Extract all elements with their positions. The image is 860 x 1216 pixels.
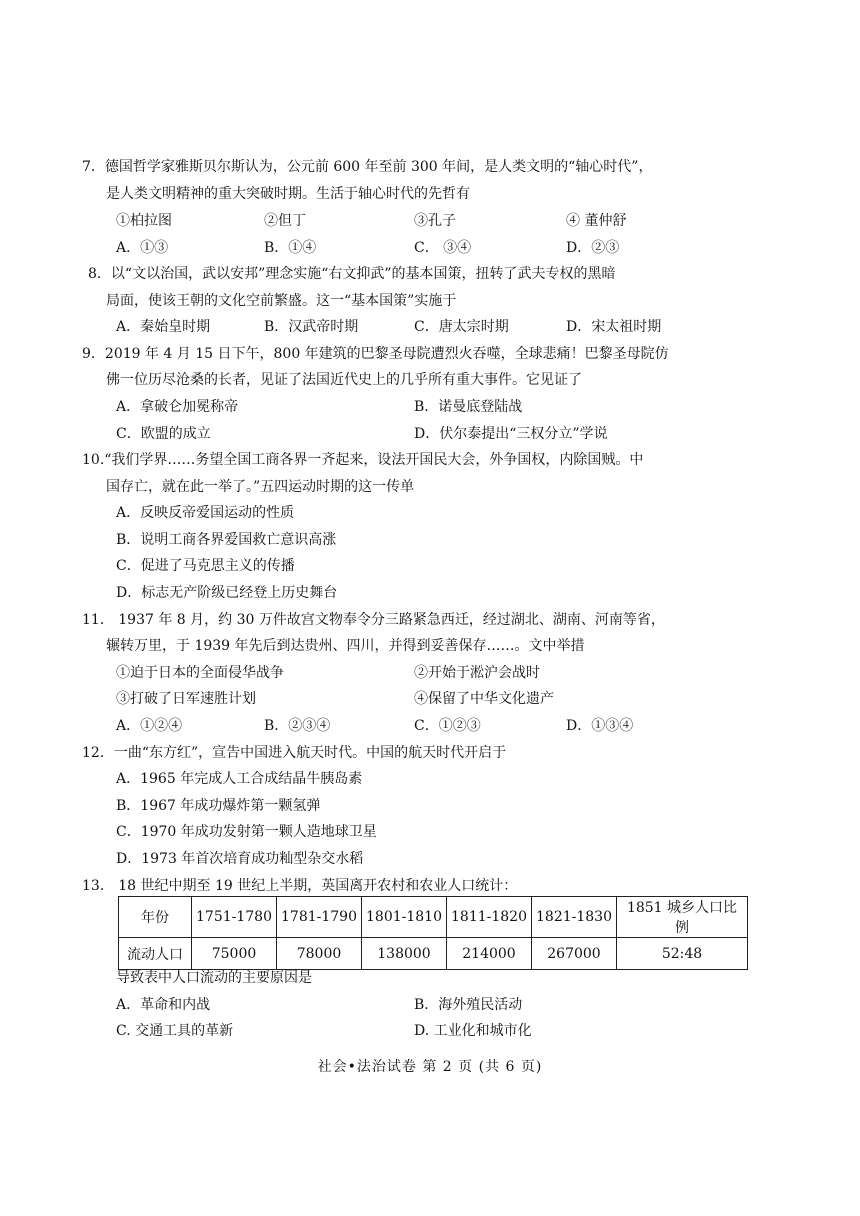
- table-cell: 1781-1790: [277, 897, 362, 938]
- table-cell: 78000: [277, 938, 362, 970]
- q11-option-d: D．①③④: [566, 718, 634, 734]
- q9-stem-line1: 9．2019 年 4 月 15 日下午，800 年建筑的巴黎圣母院遭烈火吞噬，全球悲痛！巴黎圣母院仿: [82, 346, 669, 362]
- q13-option-b: B．海外殖民活动: [414, 997, 523, 1013]
- q7-item-1: ①柏拉图: [116, 213, 172, 229]
- q10-option-c: C．促进了马克思主义的传播: [116, 558, 295, 574]
- q8-option-b: B．汉武帝时期: [264, 319, 359, 335]
- q7-option-a: A．①③: [116, 240, 169, 256]
- q9-option-b: B．诺曼底登陆战: [414, 399, 523, 415]
- q11-option-c: C．①②③: [414, 718, 481, 734]
- q10-stem-line2: 国存亡，就在此一举了。”五四运动时期的这一传单: [106, 479, 415, 495]
- table-cell: 年份: [119, 897, 192, 938]
- table-row: [119, 938, 748, 970]
- q12-option-a: A．1965 年完成人工合成结晶牛胰岛素: [116, 771, 363, 787]
- q8-stem-line1: 8．以“文以治国，武以安邦”理念实施“右文抑武”的基本国策，扭转了武夫专权的黑暗: [88, 266, 616, 282]
- q13-stem-line2: 导致表中人口流动的主要原因是: [116, 970, 312, 986]
- table-cell: 1821-1830: [532, 897, 617, 938]
- table-cell: 1811-1820: [447, 897, 532, 938]
- table-cell: 1851 城乡人口比例: [617, 897, 748, 938]
- table-header-row: [119, 897, 748, 938]
- table-cell: 流动人口: [119, 938, 192, 970]
- q11-stem-line1: 11． 1937 年 8 月，约 30 万件故宫文物奉令分三路紧急西迁，经过湖北、湖南、河南等省，: [82, 612, 665, 628]
- q7-item-3: ③孔子: [414, 213, 456, 229]
- q11-item-4: ④保留了中华文化遗产: [414, 691, 554, 707]
- table-cell: 1801-1810: [362, 897, 447, 938]
- page-footer: 社会•法治试卷 第 2 页 (共 6 页): [317, 1059, 543, 1075]
- q7-option-c: C． ③④: [414, 240, 472, 256]
- q7-item-2: ②但丁: [264, 213, 306, 229]
- table-cell: 214000: [447, 938, 532, 970]
- q11-option-a: A．①②④: [116, 718, 183, 734]
- q9-option-a: A．拿破仑加冕称帝: [116, 399, 239, 415]
- table-cell: 267000: [532, 938, 617, 970]
- q9-stem-line2: 佛一位历尽沧桑的长者，见证了法国近代史上的几乎所有重大事件。它见证了: [106, 372, 582, 388]
- table-cell: 1751-1780: [192, 897, 277, 938]
- q12-option-c: C．1970 年成功发射第一颗人造地球卫星: [116, 824, 377, 840]
- q11-item-3: ③打破了日军速胜计划: [116, 691, 256, 707]
- q11-item-1: ①迫于日本的全面侵华战争: [116, 665, 284, 681]
- q9-option-c: C．欧盟的成立: [116, 426, 211, 442]
- population-table: [118, 896, 748, 970]
- q8-option-a: A．秦始皇时期: [116, 319, 211, 335]
- q13-option-d: D. 工业化和城市化: [414, 1023, 532, 1039]
- q13-stem: 13． 18 世纪中期至 19 世纪上半期，英国离开农村和农业人口统计：: [82, 878, 518, 894]
- q7-option-d: D．②③: [566, 240, 620, 256]
- q12-option-d: D．1973 年首次培育成功籼型杂交水稻: [116, 851, 364, 867]
- q9-option-d: D．伏尔泰提出“三权分立”学说: [414, 426, 608, 442]
- q13-option-c: C. 交通工具的革新: [116, 1023, 234, 1039]
- q7-stem-line2: 是人类文明精神的重大突破时期。生活于轴心时代的先哲有: [106, 186, 470, 202]
- q7-option-b: B．①④: [264, 240, 317, 256]
- q10-option-b: B．说明工商各界爱国救亡意识高涨: [116, 532, 337, 548]
- q7-stem-line1: 7．德国哲学家雅斯贝尔斯认为，公元前 600 年至前 300 年间，是人类文明的“轴心时代”，: [82, 159, 653, 175]
- q11-item-2: ②开始于淞沪会战时: [414, 665, 540, 681]
- table-cell: 138000: [362, 938, 447, 970]
- q10-option-a: A．反映反帝爱国运动的性质: [116, 505, 295, 521]
- q12-stem: 12．一曲“东方红”，宣告中国进入航天时代。中国的航天时代开启于: [82, 745, 507, 761]
- q10-option-d: D．标志无产阶级已经登上历史舞台: [116, 585, 338, 601]
- q12-option-b: B．1967 年成功爆炸第一颗氢弹: [116, 798, 321, 814]
- table-cell: 75000: [192, 938, 277, 970]
- q10-stem-line1: 10.“我们学界……务望全国工商各界一齐起来，设法开国民大会，外争国权，内除国贼。中: [82, 452, 644, 468]
- q7-item-4: ④ 董仲舒: [566, 213, 627, 229]
- table-cell: 52:48: [617, 938, 748, 970]
- q11-stem-line2: 辗转万里，于 1939 年先后到达贵州、四川，并得到妥善保存……。文中举措: [106, 638, 585, 654]
- q8-option-d: D．宋太祖时期: [566, 319, 662, 335]
- q8-stem-line2: 局面，使该王朝的文化空前繁盛。这一“基本国策”实施于: [106, 293, 457, 309]
- q11-option-b: B．②③④: [264, 718, 331, 734]
- q8-option-c: C．唐太宗时期: [414, 319, 509, 335]
- q13-option-a: A．革命和内战: [116, 997, 211, 1013]
